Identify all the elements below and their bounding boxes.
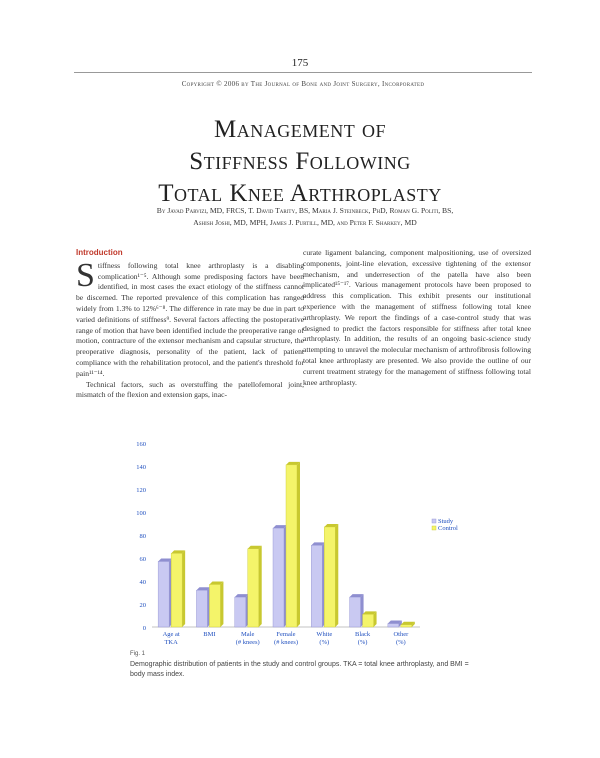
bar-study xyxy=(311,545,322,627)
bar-control xyxy=(286,465,297,627)
copyright-line: Copyright © 2006 by The Journal of Bone and Joint Surgery, Incorporated xyxy=(181,80,425,88)
author-line: Ashish Joshi, MD, MPH, James J. Purtill, MD, and Peter F. Sharkey, MD xyxy=(193,218,417,227)
author-line: By Javad Parvizi, MD, FRCS, T. David Tarity, BS, Maria J. Steinbeck, PhD, Roman G. Politi, BS, xyxy=(156,206,454,215)
demographics-bar-chart xyxy=(120,435,460,660)
bar-control xyxy=(401,625,412,627)
x-category-label: (%) xyxy=(357,639,368,646)
x-category-label: White xyxy=(316,631,333,638)
right-column xyxy=(303,248,531,388)
figure-label: Fig. 1 xyxy=(130,651,146,657)
figure-caption: Demographic distribution of patients in the study and control groups. TKA = total knee arthroplasty, and BMI = body mass index. xyxy=(130,661,469,678)
intro-paragraph-2-continued: curate ligament balancing, component malpositioning, use of oversized components, joint-line elevation, excessive tightening of the extensor mechanism, and underresection of the patella have also been implicated¹⁵⁻¹⁷. Various management protocols have been proposed to address this complication. This exhibit presents our institutional experience with the management of stiffness following total knee arthroplasty. We report the findings of a case-control study that was designed to predict the factors responsible for stiffness after total knee arthroplasty. In addition, the results of an ongoing basic-science study attempting to unravel the molecular mechanism of arthrofibrosis following total knee arthroplasty are presented. We also provide the outline of our current treatment strategy for the management of stiffness following total knee arthroplasty. xyxy=(303,248,531,387)
x-category-label: TKA xyxy=(164,639,178,646)
legend-swatch-study xyxy=(432,519,436,523)
bar-study xyxy=(235,597,246,627)
bar-side-control xyxy=(182,550,185,627)
x-category-label: Other xyxy=(393,631,409,638)
bar-study xyxy=(388,624,399,627)
y-tick-label: 20 xyxy=(139,602,146,609)
drop-cap: S xyxy=(76,256,95,294)
x-category-label: Age at xyxy=(162,631,180,638)
y-tick-label: 120 xyxy=(136,487,146,494)
legend-label-control: Control xyxy=(438,525,458,532)
title-line: Management of xyxy=(214,116,386,143)
bar-study xyxy=(350,597,361,627)
x-category-label: (%) xyxy=(395,639,406,646)
y-tick-label: 40 xyxy=(139,579,146,586)
bar-side-control xyxy=(220,581,223,627)
x-category-label: Female xyxy=(276,631,296,638)
bar-side-control xyxy=(259,546,262,627)
bar-side-control xyxy=(297,462,300,627)
title-line: Stiffness Following xyxy=(189,148,411,175)
intro-paragraph-2: Technical factors, such as overstuffing the patellofemoral joint, mismatch of the flexion and extension gaps, inac- xyxy=(76,379,304,400)
header-rule xyxy=(74,72,532,73)
bar-side-control xyxy=(335,524,338,627)
bar-control xyxy=(363,614,374,627)
y-tick-label: 100 xyxy=(136,510,146,517)
bar-control xyxy=(324,527,335,627)
bar-control xyxy=(209,584,220,627)
x-category-label: (# knees) xyxy=(273,639,299,646)
section-heading-introduction: Introduction xyxy=(76,248,123,257)
author-list xyxy=(110,205,500,229)
title-line: Total Knee Arthroplasty xyxy=(158,180,442,207)
y-tick-label: 60 xyxy=(139,556,146,563)
x-category-label: Black xyxy=(354,631,371,638)
y-tick-label: 160 xyxy=(136,441,146,448)
bar-control xyxy=(248,549,259,627)
x-category-label: BMI xyxy=(203,631,216,638)
intro-paragraph-1-text: tiffness following total knee arthroplasty is a disabling complication¹⁻⁵. Although some predisposing factors have been identified, in most cases the exact etiology of the stiffness cannot be discerned. The reported prevalence of this complication has ranged widely from 1.3% to 12%⁶⁻⁸. The difference in rate may be due in part to varied definitions of stiffness⁹. Several factors affecting the postoperative range of motion that have been identified include the preoperative range of motion, contracture of the extensor mechanism and capsular structure, the preoperative diagnosis, personality of the patient, lack of patient compliance with the rehabilitation protocol, and the patient's threshold for pain¹¹⁻¹⁴. xyxy=(76,260,304,378)
bar-study xyxy=(196,590,207,627)
article-title xyxy=(0,114,600,210)
x-category-label: (%) xyxy=(319,639,330,646)
legend-swatch-control xyxy=(432,526,436,530)
y-tick-label: 80 xyxy=(139,533,146,540)
x-category-label: Male xyxy=(241,631,255,638)
bar-study xyxy=(158,561,169,627)
y-tick-label: 140 xyxy=(136,464,146,471)
bar-study xyxy=(273,528,284,627)
x-category-label: (# knees) xyxy=(235,639,260,646)
bar-control xyxy=(171,553,182,627)
page-number: 175 xyxy=(291,57,309,69)
intro-paragraph-1 xyxy=(76,256,304,380)
legend-label-study: Study xyxy=(438,518,454,525)
y-tick-label: 0 xyxy=(142,625,146,632)
left-column xyxy=(76,248,304,401)
